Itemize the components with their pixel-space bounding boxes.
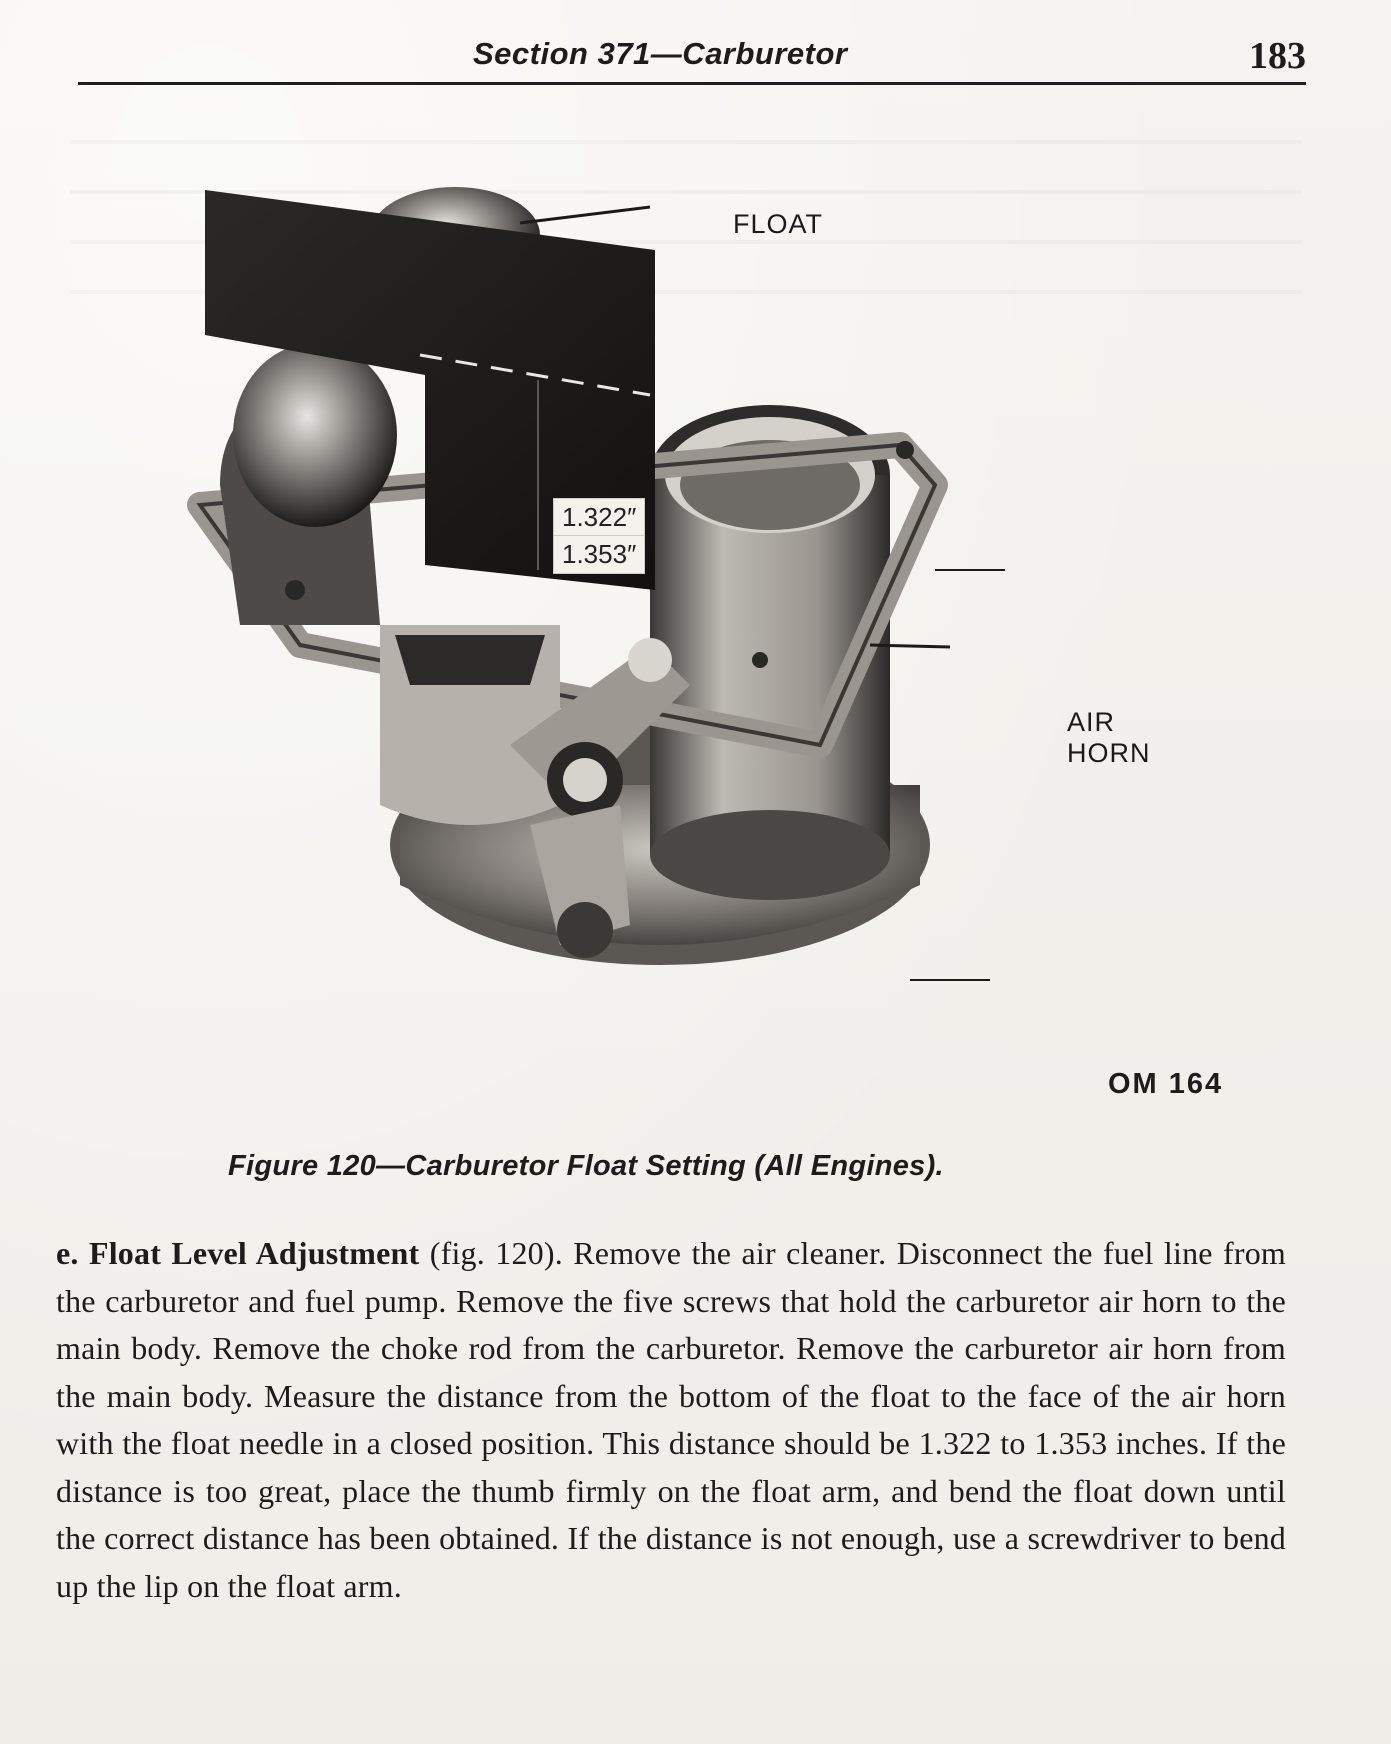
header-rule bbox=[78, 82, 1306, 85]
page-number: 183 bbox=[1249, 35, 1306, 77]
page-header bbox=[78, 28, 1306, 98]
float-callout: FLOAT bbox=[733, 209, 824, 239]
paragraph-label: e. bbox=[56, 1235, 79, 1271]
body-paragraph bbox=[56, 1230, 1286, 1610]
dimension-min-label: 1.322″ bbox=[553, 498, 645, 537]
section-title: Section 371—Carburetor bbox=[473, 36, 848, 71]
carburetor-figure bbox=[180, 185, 1151, 1085]
dimension-max-label: 1.353″ bbox=[553, 535, 645, 574]
paragraph-heading: Float Level Adjustment bbox=[88, 1235, 420, 1271]
paragraph-text: (fig. 120). Remove the air cleaner. Disconnect the fuel line from the carburetor and fuel pump. Remove the five screws that hold the carburetor air horn to the main body. Remove the choke rod from the carburetor. Remove the carburetor air horn from the main body. Measure the distance from the bottom of the float to the face of the air horn with the float needle in a closed position. This distance should be 1.322 to 1.353 inches. If the distance is too great, place the thumb firmly on the float arm, and bend the float down until the correct distance has been obtained. If the distance is not enough, use a screwdriver to bend up the lip on the float arm. bbox=[56, 1235, 1287, 1604]
figure-code: OM 164 bbox=[1108, 1068, 1224, 1100]
figure-caption: Figure 120—Carburetor Float Setting (All Engines). bbox=[228, 1150, 944, 1182]
carburetor-illustration bbox=[180, 185, 1080, 1085]
air-horn-callout: AIR HORN bbox=[1067, 707, 1151, 768]
bleed-through-line bbox=[70, 140, 1301, 144]
